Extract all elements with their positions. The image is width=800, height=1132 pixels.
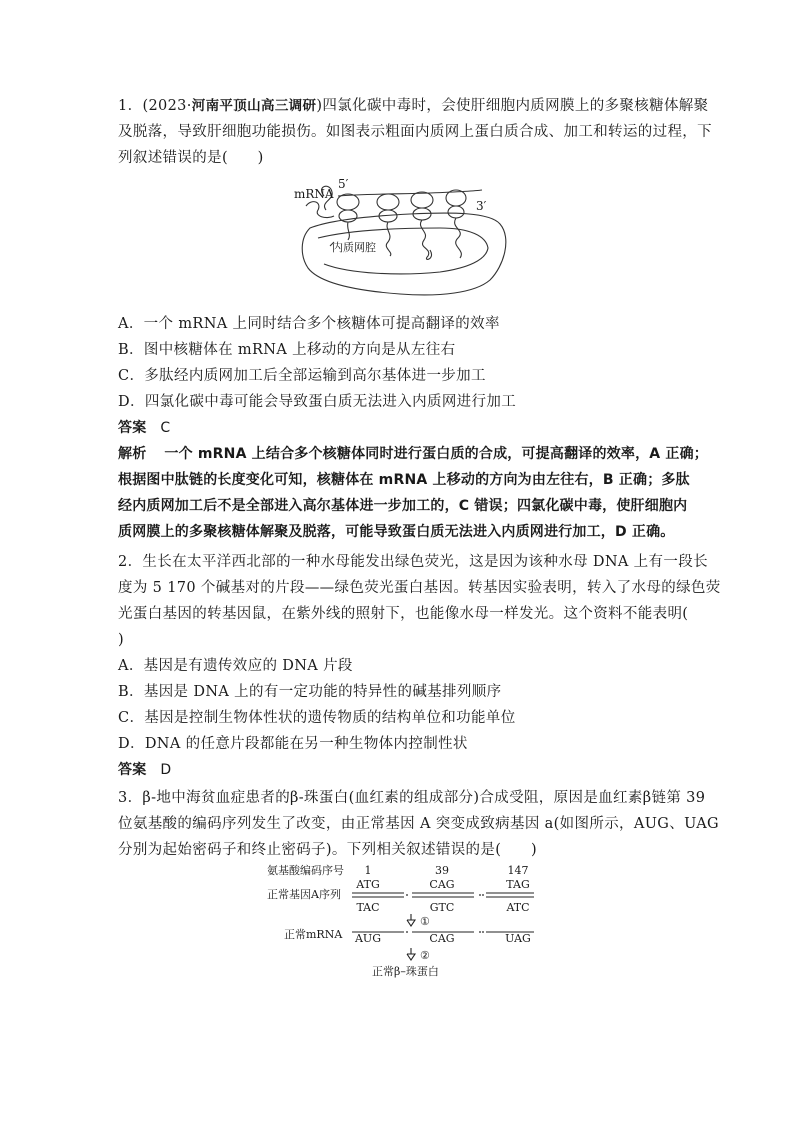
q1-option-c: C．多肽经内质网加工后全部运输到高尔基体进一步加工 xyxy=(118,368,486,384)
gene-sequence-figure xyxy=(262,862,552,980)
q2-answer-label: 答案 xyxy=(118,762,147,778)
fig3-bottom-atc: ATC xyxy=(506,901,530,914)
fig3-bottom-tac: TAC xyxy=(356,901,380,914)
fig3-top-cag: CAG xyxy=(429,878,455,891)
fig3-bottom-gtc: GTC xyxy=(429,901,455,914)
q2-option-b: B．基因是 DNA 上的有一定功能的特异性的碱基排列顺序 xyxy=(118,684,502,700)
q1-stem-line-1 xyxy=(118,96,709,116)
fig3-pos-39: 39 xyxy=(435,864,449,877)
q2-option-d: D．DNA 的任意片段都能在另一种生物体内控制性状 xyxy=(118,736,468,752)
fig3-pos-147: 147 xyxy=(507,864,529,877)
fig3-row-label-gene: 正常基因A序列 xyxy=(267,888,341,901)
q1-analysis-line-1 xyxy=(118,444,708,464)
q3-stem-line-2: 位氨基酸的编码序列发生了改变，由正常基因 A 突变成致病基因 a(如图所示，AUG、UAG xyxy=(118,816,719,832)
fig3-mrna-cag: CAG xyxy=(429,932,455,945)
fig3-mrna-uag: UAG xyxy=(505,932,531,945)
q1-number: 1． xyxy=(118,98,143,114)
fig3-step-2: ② xyxy=(420,949,430,962)
fig3-row-label-mrna: 正常mRNA xyxy=(284,928,343,941)
q3-stem-line-3: 分别为起始密码子和终止密码子)。下列相关叙述错误的是( ) xyxy=(118,842,537,858)
q2-option-a: A．基因是有遗传效应的 DNA 片段 xyxy=(118,658,353,674)
q1-analysis-line-4: 质网膜上的多聚核糖体解聚及脱落，可能导致蛋白质无法进入内质网进行加工，D 正确。 xyxy=(118,524,675,540)
q1-answer-label: 答案 xyxy=(118,420,147,436)
q1-analysis-line-3: 经内质网加工后不是全部进入高尔基体进一步加工的，C 错误；四氯化碳中毒，使肝细胞内 xyxy=(118,498,688,514)
fig3-product-label: 正常β–珠蛋白 xyxy=(372,965,439,978)
q2-answer-line xyxy=(118,760,171,780)
q1-source-open: (2023· xyxy=(142,98,192,114)
fig1-five-prime: 5′ xyxy=(338,177,349,191)
fig3-row-label-codon: 氨基酸编码序号 xyxy=(267,864,344,877)
q2-option-c: C．基因是控制生物体性状的遗传物质的结构单位和功能单位 xyxy=(118,710,516,726)
q2-stem-line-1: 2．生长在太平洋西北部的一种水母能发出绿色荧光，这是因为该种水母 DNA 上有一段长 xyxy=(118,554,708,570)
fig3-mrna-aug: AUG xyxy=(354,932,382,945)
q1-source-close: ) xyxy=(316,98,323,114)
fig3-step-1: ① xyxy=(420,915,430,928)
q1-source: 河南平顶山高三调研 xyxy=(191,98,317,114)
fig3-top-tag: TAG xyxy=(506,878,530,891)
er-polysome-figure xyxy=(290,176,515,304)
q2-stem-line-4: ) xyxy=(118,632,125,648)
q1-option-b: B．图中核糖体在 mRNA 上移动的方向是从左往右 xyxy=(118,342,456,358)
fig1-three-prime: 3′ xyxy=(476,199,487,213)
q1-answer-line xyxy=(118,418,170,438)
q1-analysis-label: 解析 xyxy=(118,446,147,462)
q1-stem-line-3: 列叙述错误的是( ) xyxy=(118,150,264,166)
q1-analysis-text: 一个 mRNA 上结合多个核糖体同时进行蛋白质的合成，可提高翻译的效率，A 正确； xyxy=(164,446,708,462)
q1-analysis-line-2: 根据图中肽链的长度变化可知，核糖体在 mRNA 上移动的方向为由左往右，B 正确；多肽 xyxy=(118,472,690,488)
q1-stem-text: 四氯化碳中毒时，会使肝细胞内质网膜上的多聚核糖体解聚 xyxy=(322,98,709,114)
q1-option-d: D．四氯化碳中毒可能会导致蛋白质无法进入内质网进行加工 xyxy=(118,394,517,410)
fig1-mrna-label: mRNA xyxy=(294,187,334,201)
q2-answer-value: D xyxy=(160,762,172,778)
q2-stem-line-2: 度为 5 170 个碱基对的片段——绿色荧光蛋白基因。转基因实验表明，转入了水母的绿色荧 xyxy=(118,580,721,596)
q1-option-a: A．一个 mRNA 上同时结合多个核糖体可提高翻译的效率 xyxy=(118,316,500,332)
q2-stem-line-3: 光蛋白基因的转基因鼠，在紫外线的照射下，也能像水母一样发光。这个资料不能表明( xyxy=(118,606,689,622)
q3-stem-line-1: 3．β-地中海贫血症患者的β-珠蛋白(血红素的组成部分)合成受阻，原因是血红素β链第 39 xyxy=(118,790,706,806)
q1-stem-line-2: 及脱落，导致肝细胞功能损伤。如图表示粗面内质网上蛋白质合成、加工和转运的过程，下 xyxy=(118,124,712,140)
fig1-lumen-label: 内质网腔 xyxy=(332,241,376,254)
fig3-pos-1: 1 xyxy=(364,864,372,877)
fig3-top-atg: ATG xyxy=(356,878,380,891)
q1-answer-value: C xyxy=(160,420,171,436)
